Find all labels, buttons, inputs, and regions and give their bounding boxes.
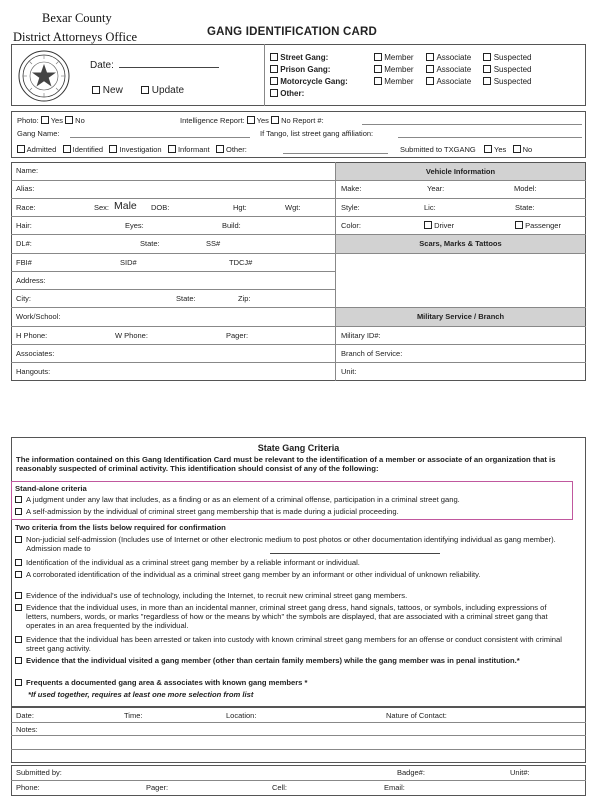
criteria-checkbox[interactable] <box>15 559 22 566</box>
criteria-item[interactable]: Evidence that the individual has been arrested or taken into custody with known criminal street gang members for an offense or conduct consistent with criminal street gang activity. <box>15 635 570 653</box>
criteria-checkbox[interactable] <box>15 679 22 686</box>
weight-field[interactable]: Wgt: <box>285 203 301 212</box>
lic-field[interactable]: Lic: <box>424 203 436 212</box>
new-checkbox[interactable] <box>92 86 100 94</box>
update-label: Update <box>151 85 185 96</box>
associates-field[interactable]: Associates: <box>16 349 55 358</box>
notes-field[interactable]: Notes: <box>16 725 38 734</box>
date-field[interactable] <box>119 66 219 68</box>
gang-type-list: Street Gang: Prison Gang: Motorcycle Gang: Other: <box>270 52 348 100</box>
date-label: Date: <box>90 60 114 71</box>
sid-field[interactable]: SID# <box>120 258 137 267</box>
street-gang-checkbox[interactable] <box>270 53 278 61</box>
moto-suspected-checkbox[interactable] <box>483 77 491 85</box>
footer-pager-field[interactable]: Pager: <box>146 783 169 792</box>
criteria-checkbox[interactable] <box>15 571 22 578</box>
street-member-checkbox[interactable] <box>374 53 382 61</box>
agency-office: District Attorneys Office <box>13 30 138 44</box>
criteria-footnote: *If used together, requires at least one more selection from list <box>28 690 254 699</box>
motorcycle-gang-checkbox[interactable] <box>270 77 278 85</box>
street-suspected-checkbox[interactable] <box>483 53 491 61</box>
criteria-checkbox[interactable] <box>15 604 22 611</box>
criteria-item[interactable]: Evidence of the individual's use of technology, including the Internet, to recruit new criminal street gang members. <box>15 591 570 600</box>
style-field[interactable]: Style: <box>341 203 360 212</box>
footer-cell-field[interactable]: Cell: <box>272 783 288 792</box>
other-gang-checkbox[interactable] <box>270 89 278 97</box>
identified-checkbox[interactable] <box>63 145 71 153</box>
fbi-field[interactable]: FBI# <box>16 258 32 267</box>
standalone-checkbox[interactable] <box>15 496 22 503</box>
height-field[interactable]: Hgt: <box>233 203 247 212</box>
submitted-by-field[interactable]: Submitted by: <box>16 768 62 777</box>
tdcj-field[interactable]: TDCJ# <box>229 258 253 267</box>
pager-field[interactable]: Pager: <box>226 331 249 340</box>
intel-yes-checkbox[interactable] <box>247 116 255 124</box>
gang-name-field[interactable] <box>70 137 250 138</box>
moto-associate-checkbox[interactable] <box>426 77 434 85</box>
branch-field[interactable]: Branch of Service: <box>341 349 403 358</box>
year-field[interactable]: Year: <box>427 184 445 193</box>
contact-nature-field[interactable]: Nature of Contact: <box>386 711 447 720</box>
footer-email-field[interactable]: Email: <box>384 783 405 792</box>
badge-field[interactable]: Badge#: <box>397 768 425 777</box>
dl-field[interactable]: DL#: <box>16 239 32 248</box>
prison-suspected-checkbox[interactable] <box>483 65 491 73</box>
work-field[interactable]: Work/School: <box>16 312 61 321</box>
txgang-no-checkbox[interactable] <box>513 145 521 153</box>
criteria-item[interactable]: Identification of the individual as a criminal street gang member by a reliable informant or individual. <box>15 558 570 567</box>
passenger-option[interactable]: Passenger <box>515 221 561 230</box>
standalone-item[interactable]: A judgment under any law that includes, as a finding or as an element of a criminal offense, participation in a criminal street gang. <box>15 495 570 504</box>
criteria-item[interactable]: Evidence that the individual visited a gang member (other than certain family members) while the gang member was in penal institution.* <box>15 656 570 665</box>
race-field[interactable]: Race: <box>16 203 36 212</box>
status-grid: Member Associate Suspected Member Associate Suspected Member Associate Suspected <box>374 52 532 88</box>
prison-gang-checkbox[interactable] <box>270 65 278 73</box>
prison-member-checkbox[interactable] <box>374 65 382 73</box>
txgang-row: Submitted to TXGANG Yes No <box>400 145 533 154</box>
criteria-intro: The information contained on this Gang Identification Card must be relevant to the identification of a member or associate of an organization that is reasonably suspected of criminal activity. This identification should consist of any of the following: <box>16 455 556 473</box>
driver-checkbox[interactable] <box>424 221 432 229</box>
unit-number-field[interactable]: Unit#: <box>510 768 530 777</box>
two-criteria-title: Two criteria from the lists below required for confirmation <box>15 523 226 532</box>
color-field[interactable]: Color: <box>341 221 362 230</box>
tango-label: If Tango, list street gang affiliation: <box>260 129 374 138</box>
state-field[interactable]: State: <box>176 294 196 303</box>
admission-made-to-field[interactable] <box>270 553 440 554</box>
criteria-checkbox[interactable] <box>15 536 22 543</box>
contact-location-field[interactable]: Location: <box>226 711 257 720</box>
update-option[interactable] <box>141 85 184 96</box>
scars-header: Scars, Marks & Tattoos <box>336 235 585 253</box>
admitted-checkbox[interactable] <box>17 145 25 153</box>
work-phone-field[interactable]: W Phone: <box>115 331 148 340</box>
ss-field[interactable]: SS# <box>206 239 221 248</box>
standalone-item[interactable]: A self-admission by the individual of criminal street gang membership that is made during a judicial proceeding. <box>15 507 570 516</box>
photo-yes-checkbox[interactable] <box>41 116 49 124</box>
standalone-title: Stand-alone criteria <box>15 484 87 493</box>
intel-no-checkbox[interactable] <box>271 116 279 124</box>
county-seal-icon <box>18 50 70 102</box>
alias-field[interactable]: Alias: <box>16 184 35 193</box>
standalone-checkbox[interactable] <box>15 508 22 515</box>
passenger-checkbox[interactable] <box>515 221 523 229</box>
investigation-checkbox[interactable] <box>109 145 117 153</box>
prison-associate-checkbox[interactable] <box>426 65 434 73</box>
criteria-checkbox[interactable] <box>15 636 22 643</box>
txgang-yes-checkbox[interactable] <box>484 145 492 153</box>
tango-field[interactable] <box>398 137 582 138</box>
build-field[interactable]: Build: <box>222 221 241 230</box>
military-id-field[interactable]: Military ID#: <box>341 331 381 340</box>
agency-name: Bexar County <box>42 11 112 25</box>
driver-option[interactable]: Driver <box>424 221 454 230</box>
other-source-checkbox[interactable] <box>216 145 224 153</box>
photo-no-checkbox[interactable] <box>65 116 73 124</box>
hair-field[interactable]: Hair: <box>16 221 32 230</box>
footer-phone-field[interactable]: Phone: <box>16 783 40 792</box>
sex-value[interactable]: Male <box>114 200 137 212</box>
criteria-checkbox[interactable] <box>15 657 22 664</box>
new-label: New <box>102 85 123 96</box>
hangouts-field[interactable]: Hangouts: <box>16 367 51 376</box>
informant-checkbox[interactable] <box>168 145 176 153</box>
contact-time-field[interactable]: Time: <box>124 711 143 720</box>
make-field[interactable]: Make: <box>341 184 362 193</box>
military-header: Military Service / Branch <box>336 308 585 326</box>
criteria-item[interactable]: Frequents a documented gang area & associates with known gang members * <box>15 678 570 687</box>
criteria-title: State Gang Criteria <box>257 443 340 453</box>
vehicle-state-field[interactable]: State: <box>515 203 535 212</box>
model-field[interactable]: Model: <box>514 184 537 193</box>
home-phone-field[interactable]: H Phone: <box>16 331 48 340</box>
intel-row: Intelligence Report: Yes No Report #: <box>180 116 324 125</box>
criteria-checkbox[interactable] <box>15 592 22 599</box>
form-title: GANG IDENTIFICATION CARD <box>207 26 378 38</box>
new-option[interactable] <box>92 85 123 96</box>
address-field[interactable]: Address: <box>16 276 46 285</box>
source-checks: Admitted Identified Investigation Informant Other: <box>17 145 247 154</box>
contact-date-field[interactable]: Date: <box>16 711 34 720</box>
criteria-item[interactable]: Evidence that the individual uses, in more than an incidental manner, criminal street gang dress, hand signals, tattoos, or symbols, including expressions of letters, numbers, words, or marks "regardless of how or the means by which" the symbols are displayed, that are associated with a criminal street gang that operates in an area frequented by the individual. <box>15 603 570 630</box>
name-field[interactable]: Name: <box>16 166 39 175</box>
dl-state-field[interactable]: State: <box>140 239 160 248</box>
gang-name-label: Gang Name: <box>17 129 60 138</box>
photo-row: Photo: Yes No <box>17 116 85 125</box>
update-checkbox[interactable] <box>141 86 149 94</box>
criteria-item[interactable]: A corroborated identification of the individual as a criminal street gang member by an informant or other individual of unknown reliability. <box>15 570 570 579</box>
unit-field[interactable]: Unit: <box>341 367 357 376</box>
zip-field[interactable]: Zip: <box>238 294 251 303</box>
street-associate-checkbox[interactable] <box>426 53 434 61</box>
sex-label: Sex: <box>94 203 110 212</box>
dob-field[interactable]: DOB: <box>151 203 170 212</box>
moto-member-checkbox[interactable] <box>374 77 382 85</box>
criteria-item[interactable]: Non-judicial self-admission (Includes use of Internet or other electronic medium to post photos or other documentation identifying individual as gang member). Admission made to <box>15 535 570 553</box>
city-field[interactable]: City: <box>16 294 31 303</box>
vehicle-info-header: Vehicle Information <box>336 163 585 181</box>
eyes-field[interactable]: Eyes: <box>125 221 144 230</box>
